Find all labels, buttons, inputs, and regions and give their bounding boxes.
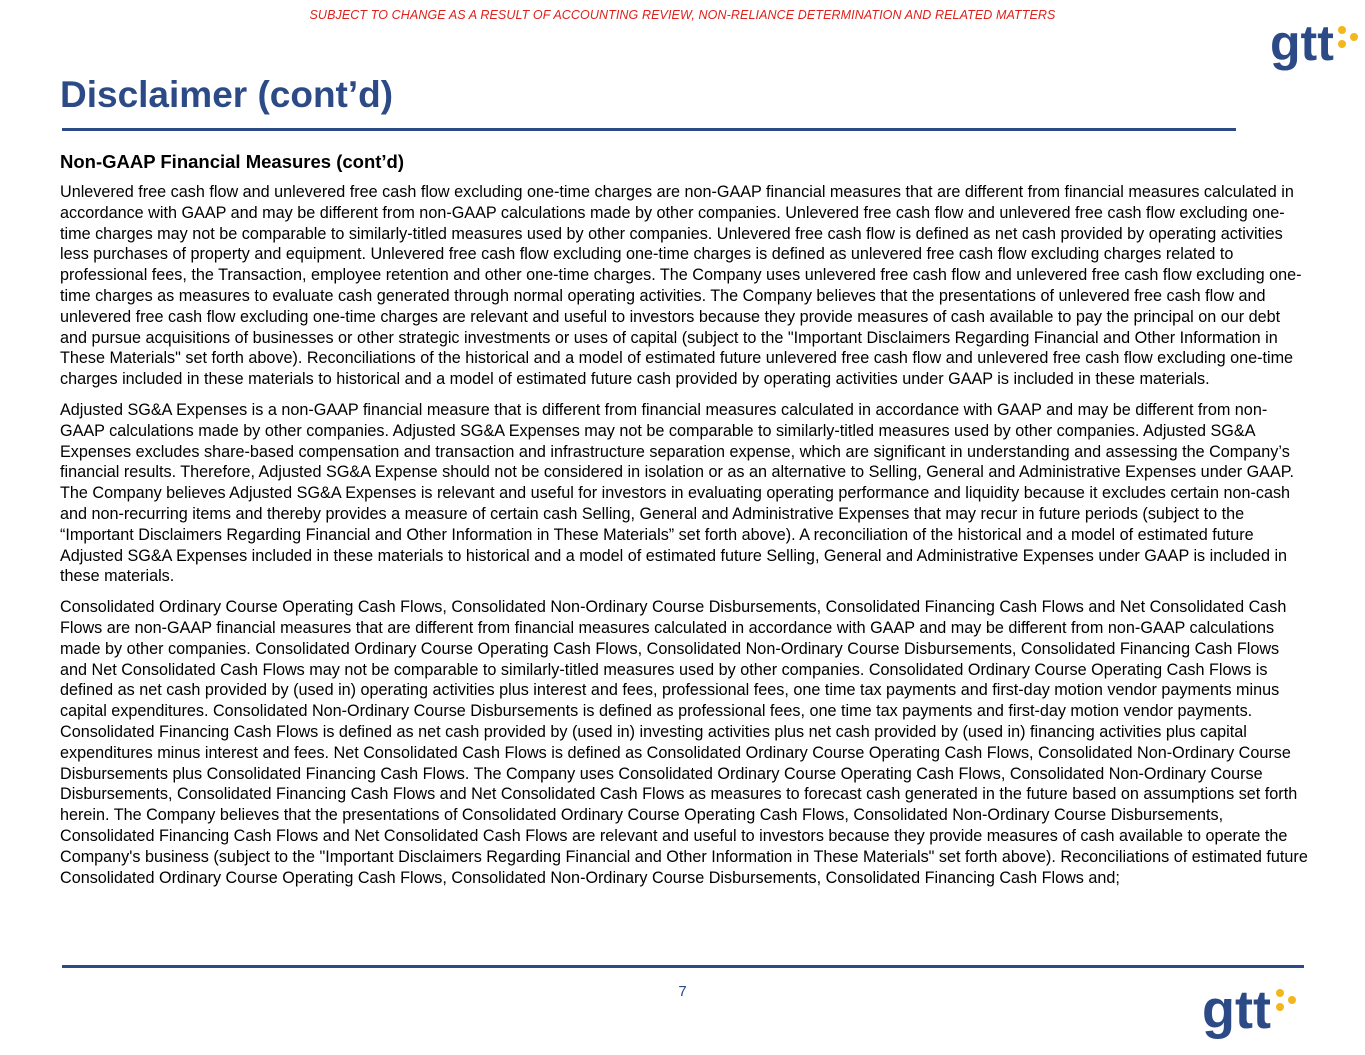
disclaimer-content	[60, 150, 1310, 898]
paragraph-adjusted-sga: Adjusted SG&A Expenses is a non-GAAP financial measure that is different from financial measures calculated in accordance with GAAP and may be different from non-GAAP calculations made by other companies. Adjusted SG&A Expenses may not be comparable to similarly-titled measures used by other companies. Adjusted SG&A Expenses excludes share-based compensation and transaction and infrastructure separation expense, which are significant in understanding and assessing the Company’s financial results. Therefore, Adjusted SG&A Expense should not be considered in isolation or as an alternative to Selling, General and Administrative Expenses under GAAP. The Company believes Adjusted SG&A Expenses is relevant and useful for investors in evaluating operating performance and liquidity because it excludes certain non-cash and non-recurring items and thereby provides a measure of certain cash Selling, General and Administrative Expenses that may recur in future periods (subject to the “Important Disclaimers Regarding Financial and Other Information in These Materials” set forth above). A reconciliation of the historical and a model of estimated future Adjusted SG&A Expenses included in these materials to historical and a model of estimated future Selling, General and Administrative Expenses under GAAP is included in these materials.	[60, 400, 1294, 586]
paragraph-consolidated-cash-flows: Consolidated Ordinary Course Operating Cash Flows, Consolidated Non-Ordinary Course Disbursements, Consolidated Financing Cash Flows and Net Consolidated Cash Flows are non-GAAP financial measures that are different from financial measures calculated in accordance with GAAP and may be different from non-GAAP calculations made by other companies. Consolidated Ordinary Course Operating Cash Flows, Consolidated Non-Ordinary Course Disbursements, Consolidated Financing Cash Flows and Net Consolidated Cash Flows may not be comparable to similarly-titled measures used by other companies. Consolidated Ordinary Course Operating Cash Flows is defined as net cash provided by (used in) operating activities plus interest and fees, professional fees, one time tax payments and first-day motion vendor payments minus capital expenditures. Consolidated Non-Ordinary Course Disbursements is defined as professional fees, one time tax payments and first-day motion vendor payments. Consolidated Financing Cash Flows is defined as net cash provided by (used in) investing activities plus net cash provided by (used in) financing activities plus capital expenditures minus interest and fees. Net Consolidated Cash Flows is defined as Consolidated Ordinary Course Operating Cash Flows, Consolidated Non-Ordinary Course Disbursements plus Consolidated Financing Cash Flows. The Company uses Consolidated Ordinary Course Operating Cash Flows, Consolidated Non-Ordinary Course Disbursements, Consolidated Financing Cash Flows and Net Consolidated Cash Flows as measures to forecast cash generated in the future based on assumptions set forth herein. The Company believes that the presentations of Consolidated Ordinary Course Operating Cash Flows, Consolidated Non-Ordinary Course Disbursements, Consolidated Financing Cash Flows and Net Consolidated Cash Flows are relevant and useful to investors because they provide measures of cash available to operate the Company's business (subject to the "Important Disclaimers Regarding Financial and Other Information in These Materials" set forth above). Reconciliations of estimated future Consolidated Ordinary Course Operating Cash Flows, Consolidated Non-Ordinary Course Disbursements, Consolidated Financing Cash Flows and;	[60, 598, 1308, 887]
page-number: 7	[678, 983, 687, 1000]
gtt-footer-logo-icon	[1200, 982, 1300, 1042]
gtt-logo-icon	[1268, 18, 1360, 78]
footer-divider	[62, 965, 1304, 968]
page-title: Disclaimer (cont’d)	[60, 74, 394, 115]
gtt-logo-text: gtt	[1270, 18, 1334, 71]
paragraph-unlevered-free-cash-flow: Unlevered free cash flow and unlevered free cash flow excluding one-time charges are non-GAAP financial measures that are different from financial measures calculated in accordance with GAAP and may be different from non-GAAP calculations made by other companies. Unlevered free cash flow and unlevered free cash flow excluding one-time charges may not be comparable to similarly-titled measures used by other companies. Unlevered free cash flow is defined as net cash provided by operating activities less purchases of property and equipment. Unlevered free cash flow excluding one-time charges is defined as unlevered free cash flow excluding charges related to professional fees, the Transaction, employee retention and other one-time charges. The Company uses unlevered free cash flow and unlevered free cash flow excluding one-time charges as measures to evaluate cash generated through normal operating activities. The Company believes that the presentations of unlevered free cash flow and unlevered free cash flow excluding one-time charges are relevant and useful to investors because they provide measures of cash available to pay the principal on our debt and pursue acquisitions of businesses or other strategic investments or uses of capital (subject to the "Important Disclaimers Regarding Financial and Other Information in These Materials" set forth above). Reconciliations of the historical and a model of estimated future unlevered free cash flow and unlevered free cash flow excluding one-time charges included in these materials to historical and a model of estimated future cash provided by operating activities under GAAP is included in these materials.	[60, 183, 1302, 389]
section-heading: Non-GAAP Financial Measures (cont’d)	[60, 151, 405, 172]
title-divider	[62, 128, 1236, 131]
confidentiality-banner: SUBJECT TO CHANGE AS A RESULT OF ACCOUNTING REVIEW, NON-RELIANCE DETERMINATION AND RELATED MATTERS	[309, 8, 1056, 22]
gtt-footer-logo-text: gtt	[1202, 982, 1271, 1040]
